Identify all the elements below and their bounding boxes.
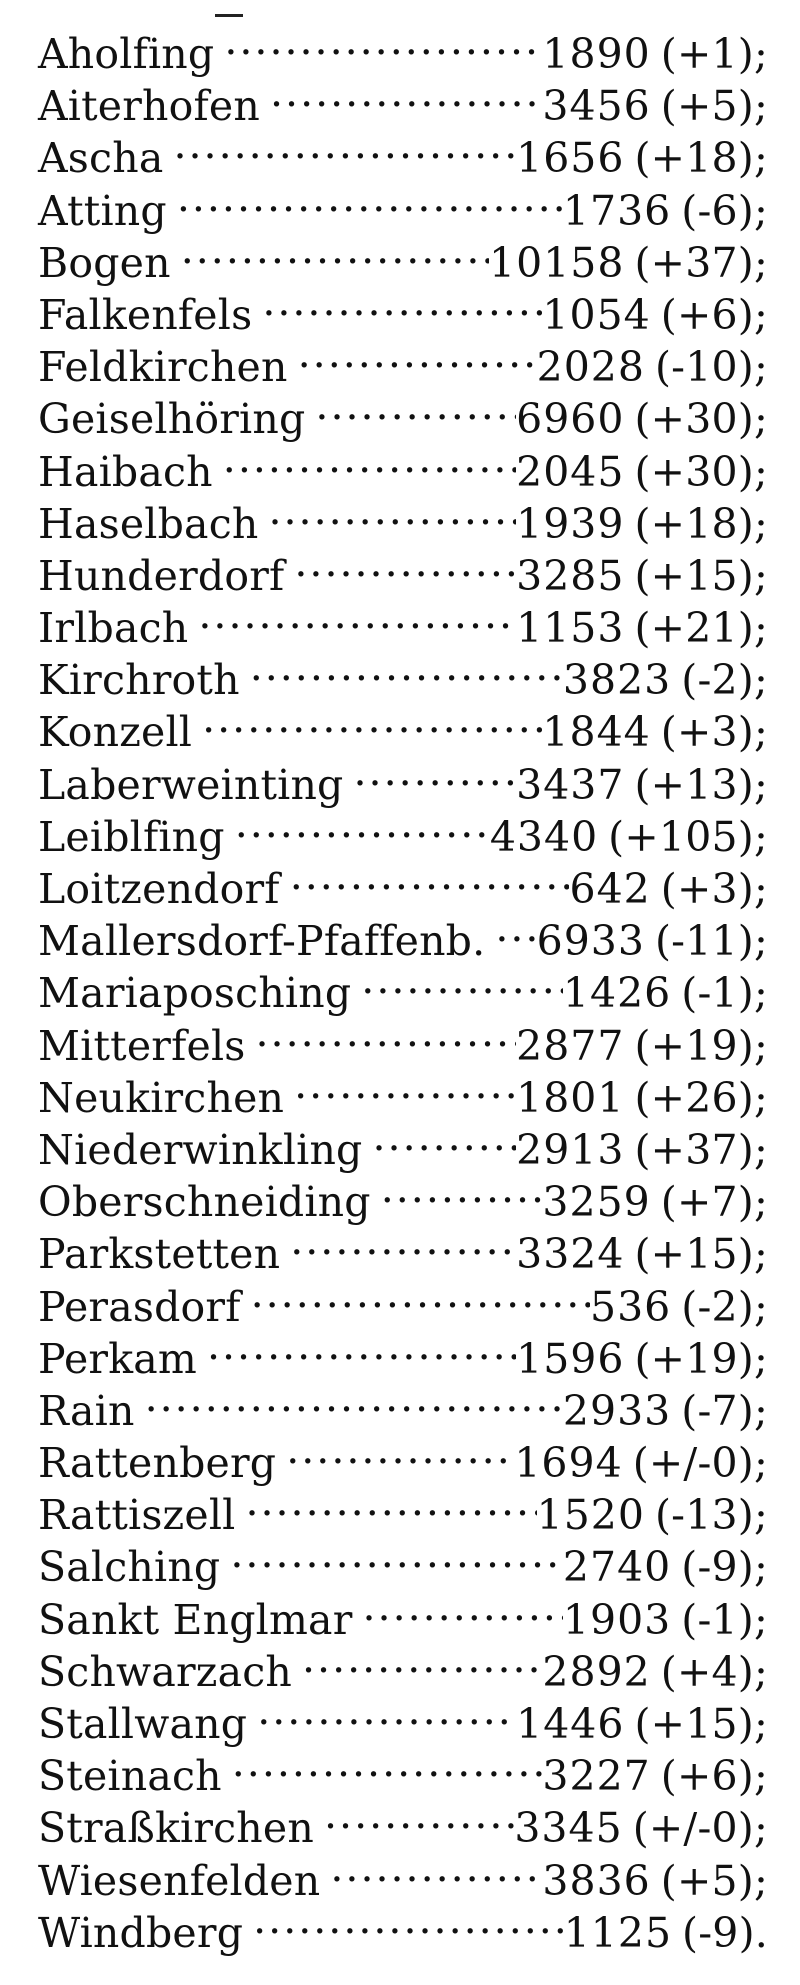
- dot-leader: [230, 1529, 563, 1581]
- municipality-name: Sankt Englmar: [38, 1595, 353, 1644]
- population-value: 2877: [516, 1021, 625, 1070]
- municipality-name: Mariaposching: [38, 969, 352, 1018]
- dot-leader: [262, 277, 542, 329]
- municipality-name: Laberweinting: [38, 760, 344, 809]
- population-change: (-2);: [681, 1282, 768, 1331]
- municipality-name: Aiterhofen: [38, 82, 260, 131]
- dot-leader: [354, 747, 517, 799]
- dot-leader: [224, 16, 542, 68]
- municipality-population-list: [38, 16, 768, 1957]
- population-change: (-11);: [654, 917, 768, 966]
- population-value: 1426: [562, 969, 672, 1018]
- population-change: (+15);: [634, 551, 768, 600]
- municipality-name: Hunderdorf: [38, 551, 285, 600]
- population-value: 2892: [542, 1647, 651, 1696]
- municipality-name: Bogen: [38, 238, 171, 287]
- population-value: 2045: [516, 447, 625, 496]
- dot-leader: [294, 1060, 516, 1112]
- municipality-name: Rain: [38, 1386, 135, 1435]
- population-value: 1054: [542, 290, 651, 339]
- dot-leader: [315, 381, 516, 433]
- municipality-name: Loitzendorf: [38, 865, 280, 913]
- population-value: 3437: [516, 760, 625, 809]
- dot-leader: [198, 590, 516, 642]
- dot-leader: [207, 1321, 516, 1373]
- population-value: 1801: [516, 1073, 625, 1122]
- municipality-name: Perasdorf: [38, 1282, 241, 1331]
- dot-leader: [361, 955, 563, 1007]
- population-change: (-9).: [682, 1908, 768, 1957]
- population-change: (-1);: [681, 969, 768, 1018]
- population-change: (+/-0);: [632, 1439, 768, 1488]
- municipality-name: Ascha: [38, 134, 164, 183]
- population-change: (+37);: [634, 238, 768, 287]
- municipality-name: Straßkirchen: [38, 1804, 314, 1853]
- population-value: 536: [589, 1282, 672, 1331]
- population-change: (+19);: [634, 1334, 768, 1383]
- dot-leader: [253, 1895, 564, 1947]
- population-change: (-9);: [681, 1543, 768, 1592]
- municipality-name: Parkstetten: [38, 1230, 281, 1279]
- municipality-name: Feldkirchen: [38, 343, 288, 392]
- dot-leader: [302, 1634, 542, 1686]
- population-change: (+4);: [660, 1647, 768, 1696]
- population-change: (+26);: [634, 1073, 768, 1122]
- population-change: (-1);: [681, 1595, 768, 1644]
- municipality-name: Schwarzach: [38, 1647, 293, 1696]
- municipality-name: Haibach: [38, 447, 213, 496]
- population-change: (-7);: [681, 1386, 768, 1435]
- municipality-name: Geiselhöring: [38, 395, 306, 444]
- dot-leader: [381, 1164, 543, 1216]
- population-value: 1446: [516, 1700, 625, 1748]
- dot-leader: [298, 329, 537, 381]
- dot-leader: [373, 1112, 517, 1164]
- population-value: 2028: [536, 343, 645, 392]
- dot-leader: [256, 1008, 517, 1060]
- population-value: 1656: [516, 134, 625, 183]
- population-change: (+19);: [634, 1021, 768, 1070]
- dot-leader: [245, 1477, 536, 1529]
- municipality-name: Rattiszell: [38, 1491, 236, 1540]
- population-change: (+1);: [660, 30, 768, 78]
- dot-leader: [330, 1843, 542, 1895]
- dot-leader: [173, 120, 516, 172]
- population-value: 3324: [516, 1230, 625, 1279]
- population-change: (+15);: [634, 1230, 768, 1279]
- population-value: 3823: [562, 656, 672, 705]
- dot-leader: [290, 1216, 516, 1268]
- municipality-name: Niederwinkling: [38, 1125, 363, 1174]
- dot-leader: [251, 1269, 590, 1321]
- dot-leader: [495, 903, 536, 955]
- dot-leader: [145, 1373, 563, 1425]
- population-value: 3259: [542, 1178, 651, 1227]
- municipality-name: Oberschneiding: [38, 1178, 371, 1227]
- population-change: (+5);: [660, 82, 768, 131]
- municipality-name: Kirchroth: [38, 656, 240, 705]
- population-change: (-10);: [654, 343, 768, 392]
- population-value: 3345: [514, 1804, 623, 1853]
- entry-list: [38, 16, 768, 1957]
- municipality-name: Haselbach: [38, 499, 259, 548]
- population-value: 1694: [514, 1439, 623, 1488]
- municipality-name: Perkam: [38, 1334, 197, 1383]
- population-value: 1520: [536, 1491, 645, 1540]
- population-value: 1736: [562, 186, 672, 235]
- population-change: (-13);: [654, 1491, 768, 1540]
- municipality-name: Konzell: [38, 708, 193, 757]
- municipality-name: Windberg: [38, 1908, 244, 1957]
- population-value: 1125: [563, 1908, 673, 1957]
- population-value: 6933: [536, 917, 645, 966]
- dot-leader: [257, 1686, 516, 1738]
- dot-leader: [232, 1738, 543, 1790]
- municipality-name: Neukirchen: [38, 1073, 285, 1122]
- dot-leader: [268, 486, 516, 538]
- population-value: 10158: [489, 238, 625, 287]
- population-change: (+21);: [634, 604, 768, 653]
- dot-leader: [250, 642, 563, 694]
- municipality-name: Wiesenfelden: [38, 1856, 321, 1905]
- population-value: 1844: [542, 708, 651, 757]
- dot-leader: [290, 851, 570, 903]
- population-change: (+18);: [634, 499, 768, 548]
- population-value: 4340: [489, 812, 599, 861]
- population-change: (-6);: [681, 186, 768, 235]
- population-change: (+18);: [634, 134, 768, 183]
- population-value: 3456: [542, 82, 651, 131]
- population-change: (+105);: [608, 812, 768, 861]
- municipality-name: Atting: [38, 186, 167, 235]
- dot-leader: [177, 173, 563, 225]
- dot-leader: [202, 694, 542, 746]
- population-change: (-2);: [681, 656, 768, 705]
- population-value: 1939: [516, 499, 625, 548]
- population-change: (+15);: [634, 1700, 768, 1748]
- population-change: (+7);: [660, 1178, 768, 1227]
- population-value: 2740: [562, 1543, 672, 1592]
- municipality-name: Salching: [38, 1543, 221, 1592]
- population-value: 3836: [542, 1856, 651, 1905]
- population-change: (+13);: [634, 760, 768, 809]
- dot-leader: [235, 799, 490, 851]
- list-item: [38, 16, 768, 78]
- municipality-name: Aholfing: [38, 30, 215, 78]
- population-change: (+30);: [634, 447, 768, 496]
- population-change: (+3);: [660, 865, 768, 913]
- population-value: 1596: [516, 1334, 625, 1383]
- population-value: 642: [569, 865, 651, 913]
- population-change: (+5);: [660, 1856, 768, 1905]
- population-change: (+6);: [660, 1752, 768, 1801]
- dot-leader: [223, 434, 516, 486]
- population-change: (+3);: [660, 708, 768, 757]
- municipality-name: Mallersdorf-Pfaffenb.: [38, 917, 486, 966]
- population-value: 1903: [562, 1595, 672, 1644]
- population-value: 1890: [542, 30, 651, 78]
- dot-leader: [294, 538, 516, 590]
- municipality-name: Irlbach: [38, 604, 189, 653]
- population-change: (+37);: [634, 1125, 768, 1174]
- dot-leader: [181, 225, 489, 277]
- municipality-name: Steinach: [38, 1752, 222, 1801]
- population-value: 6960: [516, 395, 625, 444]
- municipality-name: Mitterfels: [38, 1021, 246, 1070]
- municipality-name: Stallwang: [38, 1700, 248, 1748]
- dot-leader: [363, 1582, 563, 1634]
- population-value: 1153: [516, 604, 625, 653]
- dot-leader: [324, 1790, 514, 1842]
- municipality-name: Rattenberg: [38, 1439, 277, 1488]
- population-change: (+30);: [634, 395, 768, 444]
- population-value: 2933: [562, 1386, 672, 1435]
- population-change: (+6);: [660, 290, 768, 339]
- population-value: 3285: [516, 551, 625, 600]
- dot-leader: [270, 68, 542, 120]
- dot-leader: [286, 1425, 514, 1477]
- municipality-name: Leiblfing: [38, 812, 225, 861]
- population-value: 3227: [542, 1752, 651, 1801]
- municipality-name: Falkenfels: [38, 290, 253, 339]
- population-value: 2913: [516, 1125, 625, 1174]
- population-change: (+/-0);: [632, 1804, 768, 1853]
